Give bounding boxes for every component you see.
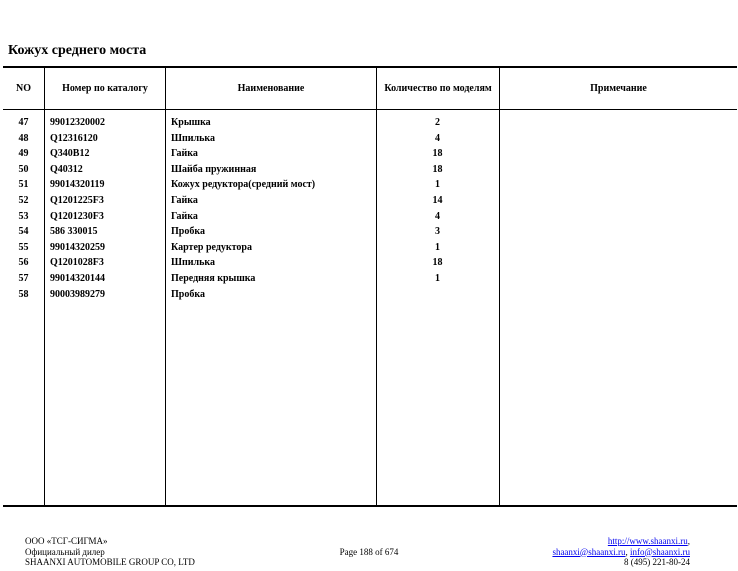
row-catalog-number: 99014320259 xyxy=(50,241,105,253)
row-name: Шпилька xyxy=(171,132,216,144)
row-name: Гайка xyxy=(171,195,198,206)
row-catalog-number: 99014320119 xyxy=(50,179,105,191)
row-no: 55 xyxy=(18,241,29,253)
phone-number: 8 (495) 221-80-24 xyxy=(624,557,690,567)
table-row xyxy=(3,177,737,193)
row-name: Передняя крышка xyxy=(171,273,256,284)
company-name: ООО «ТСГ-СИГМА» xyxy=(25,536,108,546)
dealer-label: Официальный дилер xyxy=(25,546,105,557)
row-name: Картер редуктора xyxy=(171,241,252,253)
row-quantity: 14 xyxy=(432,195,443,206)
row-catalog-number: 99014320144 xyxy=(50,273,105,284)
table-row xyxy=(3,240,737,256)
row-no: 48 xyxy=(18,132,29,144)
row-no: 58 xyxy=(18,288,29,300)
parts-table xyxy=(3,66,737,507)
row-quantity: 3 xyxy=(435,226,440,238)
row-catalog-number: Q1201028F3 xyxy=(50,257,104,269)
row-quantity: 1 xyxy=(435,179,440,191)
header-quantity: Количество по моделям xyxy=(384,83,492,94)
row-no: 56 xyxy=(18,257,29,269)
row-no: 52 xyxy=(18,195,29,206)
row-no: 49 xyxy=(18,148,29,160)
row-catalog-number: Q1201225F3 xyxy=(50,195,104,206)
row-quantity: 18 xyxy=(432,257,443,269)
header-divider xyxy=(3,109,737,110)
row-catalog-number: Q340B12 xyxy=(50,148,90,160)
page-title: Кожух среднего моста xyxy=(8,43,147,58)
row-quantity: 18 xyxy=(432,148,443,160)
email-link-info[interactable]: info@shaanxi.ru xyxy=(629,546,690,557)
table-row xyxy=(3,193,737,209)
email-separator: , xyxy=(625,546,630,557)
header-no: NO xyxy=(16,83,31,94)
header-note: Примечание xyxy=(590,83,647,94)
row-name: Шайба пружинная xyxy=(171,163,257,175)
table-row xyxy=(3,115,737,131)
header-name: Наименование xyxy=(237,83,305,94)
row-quantity: 2 xyxy=(435,117,440,128)
manufacturer-name: SHAANXI AUTOMOBILE GROUP CO, LTD xyxy=(25,557,195,567)
table-row xyxy=(3,146,737,162)
row-quantity: 1 xyxy=(435,273,440,284)
row-name: Шпилька xyxy=(171,257,216,269)
row-quantity: 4 xyxy=(435,132,440,144)
page-number: Page 188 of 674 xyxy=(339,547,399,557)
table-row xyxy=(3,131,737,147)
row-name: Гайка xyxy=(171,148,198,160)
footer-contacts xyxy=(552,536,690,568)
row-quantity: 18 xyxy=(432,163,443,175)
table-row xyxy=(3,255,737,271)
row-name: Кожух редуктора(средний мост) xyxy=(171,179,316,191)
row-catalog-number: 99012320002 xyxy=(50,117,105,128)
row-name: Пробка xyxy=(171,288,205,300)
table-row xyxy=(3,224,737,240)
table-row xyxy=(3,287,737,303)
row-no: 47 xyxy=(18,117,29,128)
row-catalog-number: Q12316120 xyxy=(50,132,98,144)
row-no: 53 xyxy=(18,210,29,222)
row-name: Гайка xyxy=(171,210,198,222)
row-catalog-number: Q1201230F3 xyxy=(50,210,104,222)
table-row xyxy=(3,271,737,287)
table-row xyxy=(3,162,737,178)
row-quantity: 1 xyxy=(435,241,440,253)
row-catalog-number: Q40312 xyxy=(50,163,83,175)
row-name: Пробка xyxy=(171,226,205,238)
row-no: 57 xyxy=(18,273,29,284)
table-row xyxy=(3,209,737,225)
row-name: Крышка xyxy=(171,117,211,128)
website-link[interactable]: http://www.shaanxi.ru xyxy=(607,536,688,546)
header-catalog-number: Номер по каталогу xyxy=(62,83,148,94)
row-quantity: 4 xyxy=(435,210,440,222)
website-suffix: , xyxy=(687,536,690,546)
email-link-shaanxi[interactable]: shaanxi@shaanxi.ru xyxy=(552,546,626,557)
row-no: 50 xyxy=(18,163,29,175)
row-catalog-number: 586 330015 xyxy=(50,226,98,238)
row-no: 51 xyxy=(18,179,29,191)
row-catalog-number: 90003989279 xyxy=(50,288,105,300)
row-no: 54 xyxy=(18,226,29,238)
